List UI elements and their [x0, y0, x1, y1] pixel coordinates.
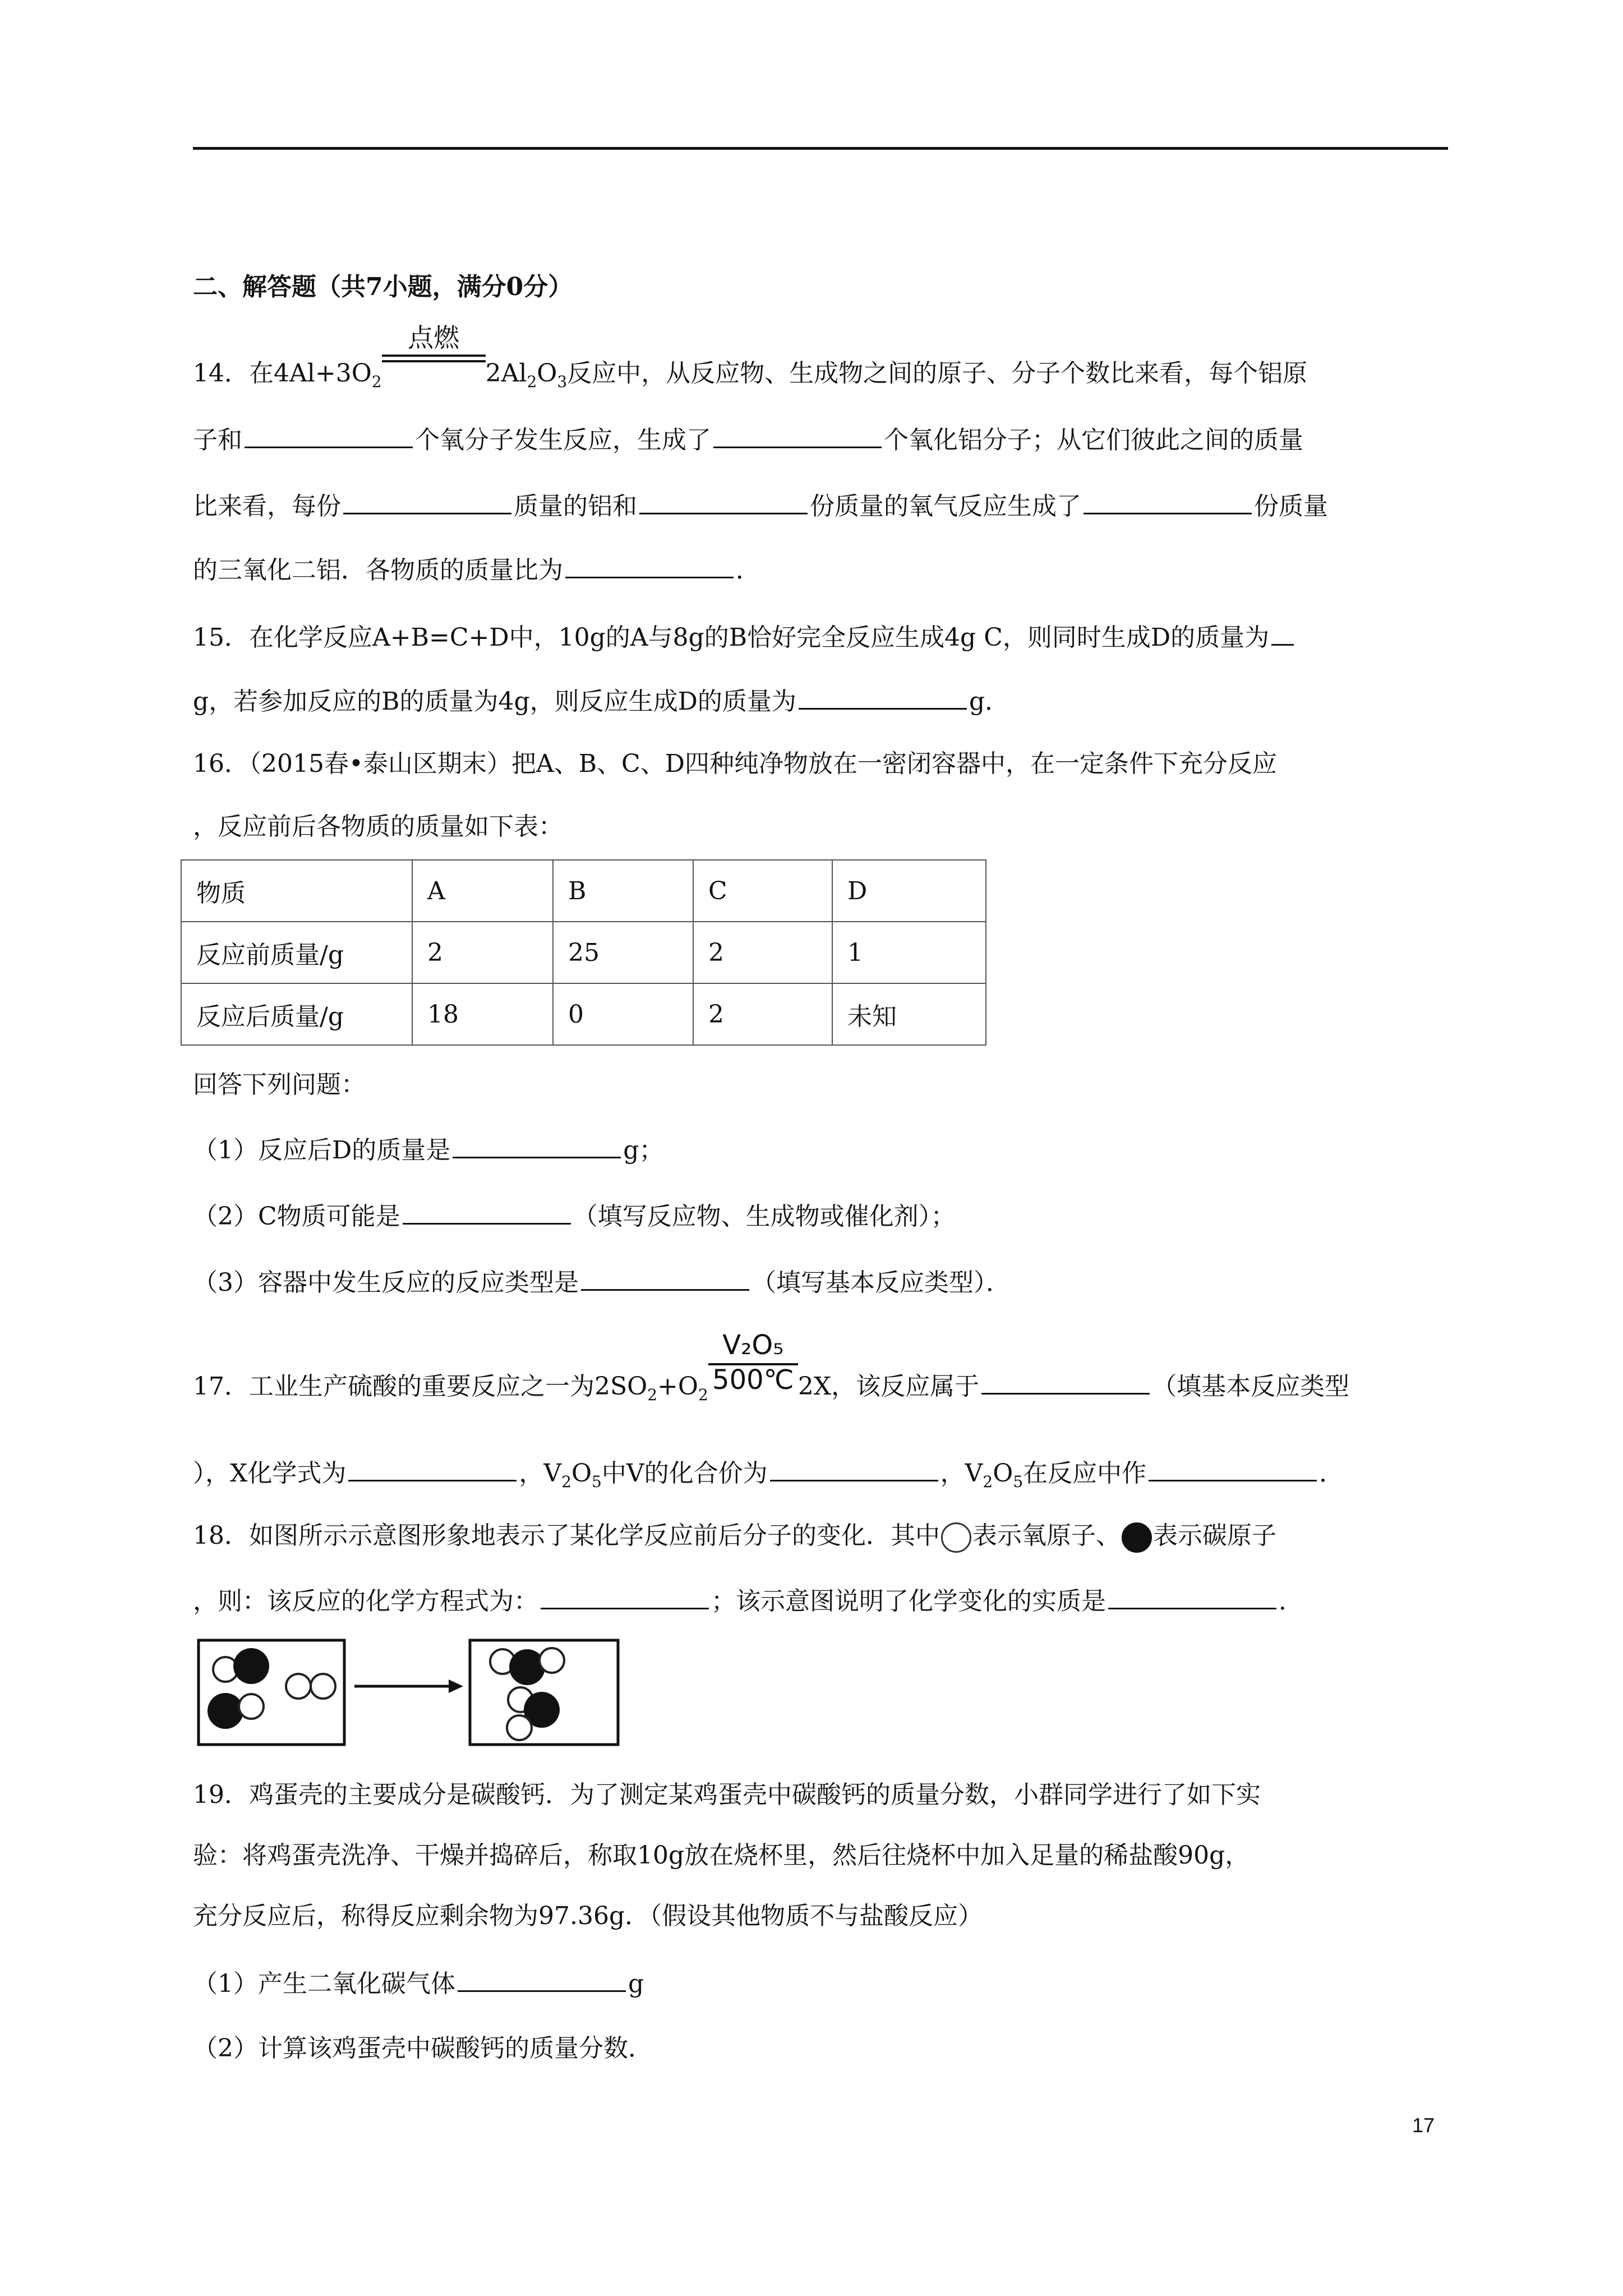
q19-line1: 19．鸡蛋壳的主要成分是碳酸钙．为了测定某鸡蛋壳中碳酸钙的质量分数，小群同学进行了如下实 [193, 1780, 1261, 1809]
reaction-condition-ignite: 点燃 [382, 348, 486, 381]
answer-blank[interactable] [799, 683, 967, 710]
answer-blank[interactable] [245, 422, 413, 448]
q16-sub1: （1）反应后D的质量是 g； [193, 1132, 663, 1167]
table-row: 反应后质量/g 18 0 2 未知 [181, 983, 986, 1045]
q14-line3: 比来看，每份 质量的铝和 份质量的氧气反应生成了 份质量 [193, 488, 1328, 523]
reaction-diagram [196, 1638, 623, 1750]
carbon-atom-icon [233, 1648, 269, 1684]
table-row: 反应前质量/g 2 25 2 1 [181, 922, 986, 983]
q16-answer-intro: 回答下列问题： [193, 1070, 366, 1099]
q15-line2: g，若参加反应的B的质量为4g，则反应生成D的质量为 g． [193, 683, 1009, 719]
q19-sub2: （2）计算该鸡蛋壳中碳酸钙的质量分数． [193, 2034, 653, 2063]
answer-blank[interactable] [458, 1966, 626, 1992]
q18-line2: ，则：该反应的化学方程式为： ；该示意图说明了化学变化的实质是 ． [193, 1583, 1303, 1618]
q14-line4: 的三氧化二铝．各物质的质量比为 ． [193, 552, 760, 587]
answer-blank[interactable] [1271, 619, 1294, 646]
q16-sub3: （3）容器中发生反应的反应类型是 （填写基本反应类型）． [193, 1264, 1011, 1300]
answer-blank[interactable] [1149, 1455, 1317, 1481]
q19-sub1: （1）产生二氧化碳气体 g [193, 1966, 644, 2001]
oxygen-atom-icon [507, 1715, 532, 1740]
carbon-atom-icon [1122, 1522, 1152, 1553]
carbon-atom-icon [208, 1693, 243, 1729]
reaction-condition-catalyst: $\frac{\text{V₂O₅}}{500℃}$ [708, 1361, 798, 1395]
q19-line3: 充分反应后，称得反应剩余物为97.36g．（假设其他物质不与盐酸反应） [193, 1902, 983, 1930]
answer-blank[interactable] [541, 1583, 709, 1609]
oxygen-atom-icon [311, 1674, 335, 1699]
q18-line1: 18．如图所示示意图形象地表示了某化学反应前后分子的变化．其中 表示氧原子、 表示碳原子 [193, 1519, 1276, 1553]
q14-line2: 子和 个氧分子发生反应，生成了 个氧化铝分子；从它们彼此之间的质量 [193, 422, 1303, 457]
answer-blank[interactable] [770, 1455, 938, 1481]
answer-blank[interactable] [713, 422, 882, 448]
section-title: 二、解答题（共7小题，满分0分） [193, 273, 573, 301]
answer-blank[interactable] [453, 1132, 621, 1158]
q14-line1: 14．在$4Al+3O_2$ 点燃 $2Al_2O_3$反应中，从反应物、生成物之间的原子、分子个数比来看，每个铝原 [193, 323, 1308, 391]
oxygen-atom-icon [286, 1674, 311, 1699]
q17-line2: ），X化学式为 ，$V_2O_5$中V的化合价为 ，$V_2O_5$在反应中作 ． [193, 1455, 1344, 1499]
q16-line1: 16．（2015春•泰山区期末）把A、B、C、D四种纯净物放在一密闭容器中，在一定条件下充分反应 [193, 749, 1277, 778]
answer-blank[interactable] [565, 552, 734, 578]
answer-blank[interactable] [348, 1455, 517, 1481]
page-number: 17 [1412, 2114, 1435, 2137]
answer-blank[interactable] [343, 488, 511, 514]
answer-blank[interactable] [1083, 488, 1252, 514]
header-rule [193, 147, 1448, 150]
oxygen-atom-icon [941, 1522, 971, 1553]
answer-blank[interactable] [581, 1264, 749, 1291]
answer-blank[interactable] [1108, 1583, 1276, 1609]
table-row: 物质 A B C D [181, 860, 986, 922]
reaction-arrow-head [449, 1680, 463, 1693]
answer-blank[interactable] [403, 1198, 571, 1225]
answer-blank[interactable] [981, 1368, 1150, 1395]
q17-line1: 17．工业生产硫酸的重要反应之一为$2SO_2+O_2$ $\frac{\text{V₂O₅}}{500℃}$ 2X，该反应属于 （填基本反应类型 [193, 1329, 1350, 1404]
q19-line2: 验：将鸡蛋壳洗净、干燥并捣碎后，称取10g放在烧杯里，然后往烧杯中加入足量的稀盐酸90g， [193, 1841, 1250, 1870]
mass-table [181, 859, 986, 1046]
q16-sub2: （2）C物质可能是 （填写反应物、生成物或催化剂）； [193, 1198, 956, 1234]
q15-line1: 15．在化学反应A+B=C+D中，10g的A与8g的B恰好完全反应生成4g C，则同时生成D的质量为 [193, 619, 1296, 655]
oxygen-atom-icon [540, 1648, 564, 1673]
answer-blank[interactable] [639, 488, 808, 514]
oxygen-atom-icon [239, 1694, 264, 1719]
q16-line2: ，反应前后各物质的质量如下表： [193, 812, 563, 841]
